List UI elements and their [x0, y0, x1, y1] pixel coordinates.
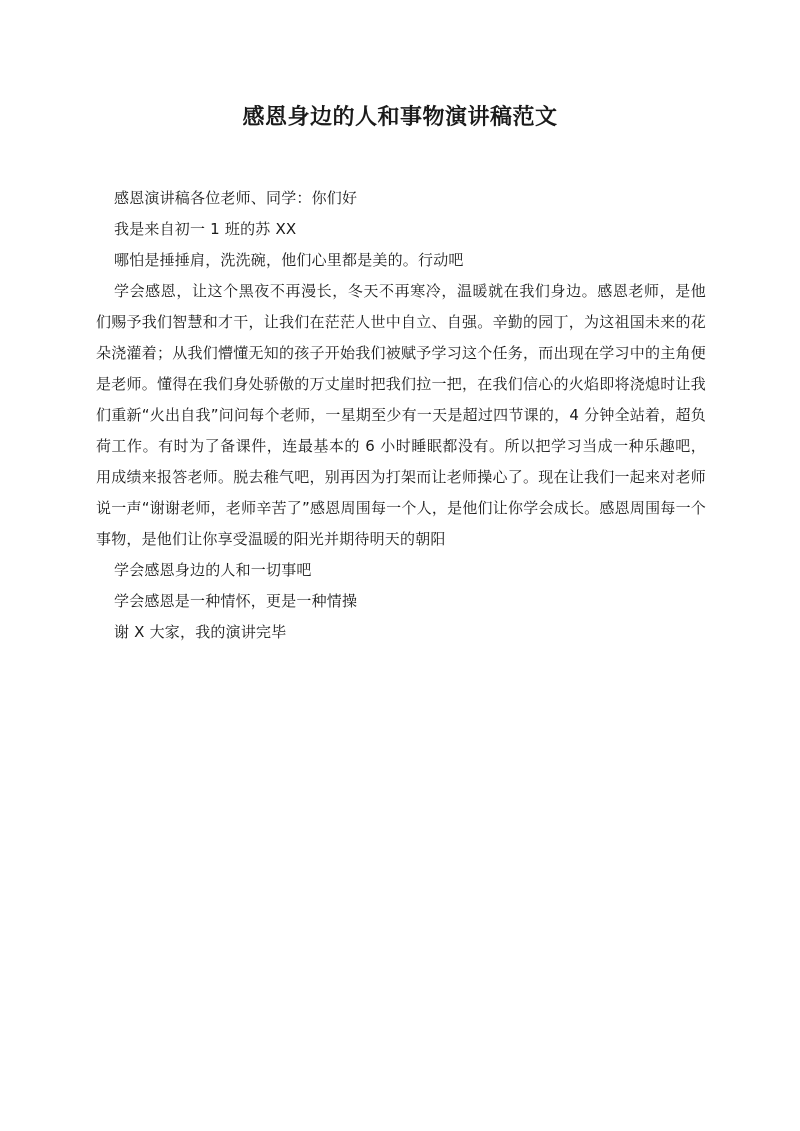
document-body: [96, 183, 706, 648]
paragraph-action: 哪怕是捶捶肩，洗洗碗，他们心里都是美的。行动吧: [114, 251, 464, 269]
paragraph-introduction: 我是来自初一 1 班的苏 XX: [114, 220, 297, 238]
paragraph-main: 学会感恩，让这个黑夜不再漫长，冬天不再寒冷，温暖就在我们身边。感恩老师，是他们赐予我们智慧和才干，让我们在茫茫人世中自立、自强。辛勤的园丁，为这祖国未来的花朵浇灌着；从我们懵懂无知的孩子开始我们被赋予学习这个任务，而出现在学习中的主角便是老师。懂得在我们身处骄傲的万丈崖时把我们拉一把，在我们信心的火焰即将浇熄时让我们重新“火出自我”问问每个老师，一星期至少有一天是超过四节课的，4 分钟全站着，超负荷工作。有时为了备课件，连最基本的 6 小时睡眠都没有。所以把学习当成一种乐趣吧，用成绩来报答老师。脱去稚气吧，别再因为打架而让老师操心了。现在让我们一起来对老师说一声“谢谢老师，老师辛苦了”感恩周围每一个人，是他们让你学会成长。感恩周围每一个事物，是他们让你享受温暖的阳光并期待明天的朝阳: [96, 282, 706, 548]
document-title: 感恩身边的人和事物演讲稿范文: [242, 105, 558, 130]
paragraph-call: 学会感恩身边的人和一切事吧: [114, 561, 312, 579]
paragraph-greeting: 感恩演讲稿各位老师、同学：你们好: [114, 189, 358, 207]
paragraph-closing: 谢 X 大家，我的演讲完毕: [114, 623, 287, 641]
paragraph-sentiment: 学会感恩是一种情怀，更是一种情操: [114, 592, 358, 610]
